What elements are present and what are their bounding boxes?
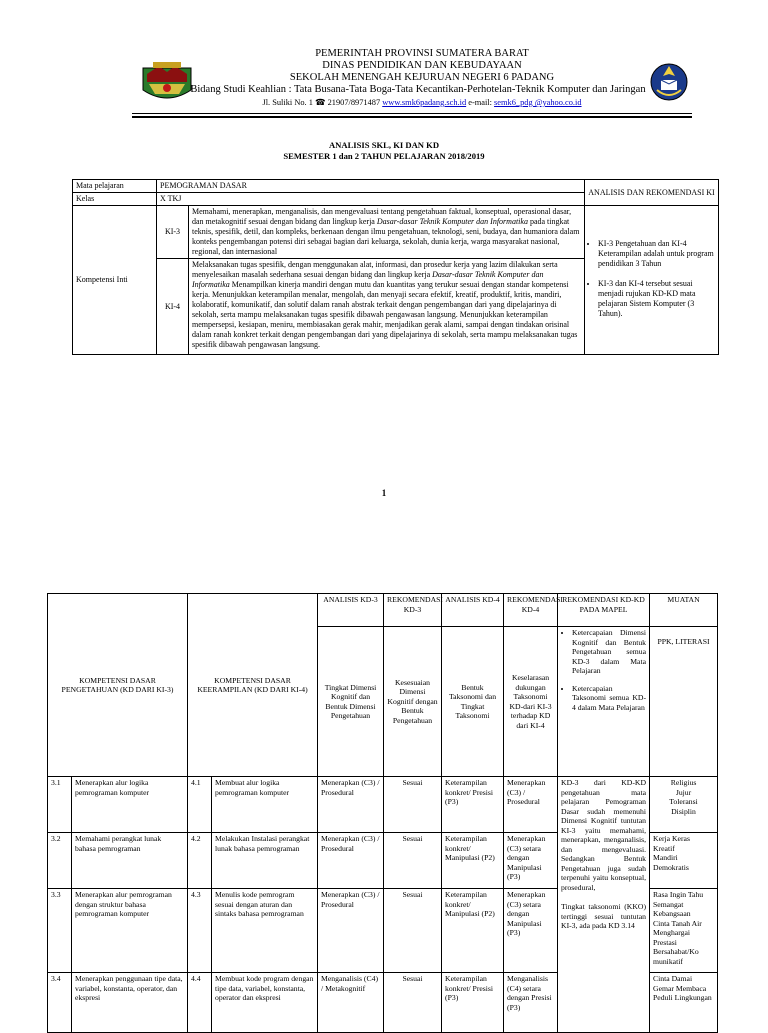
muatan-item: Toleransi <box>669 797 698 806</box>
rekom-kd3-value: Sesuai <box>384 973 442 1033</box>
analisis-kd3-value: Menerapkan (C3) / Prosedural <box>318 833 384 889</box>
muatan-item: Mandiri <box>653 853 678 862</box>
rekom-kd3-value: Sesuai <box>384 889 442 973</box>
muatan-item: Bersahabat/Ko munikatif <box>653 947 699 966</box>
kd3-number: 3.4 <box>48 973 72 1033</box>
header-analisis-kd4: ANALISIS KD-4 <box>442 594 504 627</box>
kd3-number: 3.1 <box>48 777 72 833</box>
letterhead-line1: PEMERINTAH PROVINSI SUMATERA BARAT <box>315 48 529 59</box>
document-title: ANALISIS SKL, KI DAN KD <box>328 140 440 150</box>
analisis-kd4-value: Keterampilan konkret/ Presisi (P3) <box>442 777 504 833</box>
mapel-value: PEMOGRAMAN DASAR <box>157 180 585 193</box>
list-item: • Ketercapaian Taksonomi semua KD-4 dalam Mata Pelajaran <box>572 684 646 713</box>
header-rekom-kd3: REKOMENDASI KD-3 <box>384 594 442 627</box>
kd4-text: Membuat kode program dengan tipe data, variabel, konstanta, operator dan ekspresi <box>212 973 318 1033</box>
kd-analysis-table <box>47 593 718 1033</box>
ki3-text-part: pada tingkat teknis, spesifik, detil, dan kompleks, berkenaan dengan ilmu pengetahuan, teknologi, seni, budaya, dan humaniora dalam konteks pengembangan potensi diri sebagai bagian dari keluarga, sekolah, dunia kerja, warga masyarakat nasional, regional, dan internasional <box>192 217 580 256</box>
muatan-cell <box>650 833 718 889</box>
sub-analisis-kd4: Bentuk Taksonomi dan Tingkat Taksonomi <box>442 627 504 777</box>
muatan-item: Religius <box>670 778 697 787</box>
header-kd-pengetahuan: KOMPETENSI DASAR PENGETAHUAN (KD DARI KI-3) <box>48 594 188 777</box>
letterhead-line4: Bidang Studi Keahlian : Tata Busana-Tata Boga-Tata Kecantikan-Perhotelan-Teknik Komputer dan Jaringan <box>190 84 646 95</box>
ki4-text-part: Melaksanakan tugas spesifik, dengan menggunakan alat, informasi, dan prosedur kerja yang lazim dilakukan serta menyelesaikan masalah sederhana sesuai dengan bidang dan lingkup kerja <box>192 260 558 279</box>
muatan-item: Jujur <box>675 787 692 797</box>
header-rekom-kd-mapel: REKOMENDASI KD-KD PADA MAPEL <box>558 594 650 627</box>
ki-analysis-table <box>72 179 719 355</box>
kd4-text: Menulis kode pemrogram sesuai dengan aturan dan sintaks bahasa pemrograman <box>212 889 318 973</box>
letterhead-line2: DINAS PENDIDIKAN DAN KEBUDAYAAN <box>322 60 522 71</box>
muatan-item: Menghargai Prestasi <box>653 928 691 947</box>
mapel-label: Mata pelajaran <box>73 180 157 193</box>
phone-icon: ☎ <box>315 98 326 107</box>
muatan-item: Cinta Tanah Air <box>653 918 702 928</box>
sub-rekom-kd3: Kesesuaian Dimensi Kognitif dengan Bentuk Pengetahuan <box>384 627 442 777</box>
header-kd-keterampilan: KOMPETENSI DASAR KEERAMPILAN (KD DARI KI-4) <box>188 594 318 777</box>
education-ministry-emblem-icon <box>649 60 689 104</box>
kd4-text: Melakukan Instalasi perangkat lunak bahasa pemrograman <box>212 833 318 889</box>
page-number: 1 <box>381 488 387 498</box>
sub-muatan: PPK, LITERASI <box>650 627 718 777</box>
ki-recommendation-cell <box>585 206 719 355</box>
kd3-number: 3.2 <box>48 833 72 889</box>
table-row <box>73 206 719 259</box>
analisis-kd3-value: Menerapkan (C3) / Prosedural <box>318 889 384 973</box>
muatan-item: Disiplin <box>671 806 696 816</box>
ki3-text <box>189 206 585 259</box>
muatan-cell <box>650 889 718 973</box>
kd4-number: 4.3 <box>188 889 212 973</box>
kd4-number: 4.2 <box>188 833 212 889</box>
muatan-item: Semangat Kebangsaan <box>653 899 691 918</box>
kd3-text: Memahami perangkat lunak bahasa pemrograman <box>72 833 188 889</box>
website-link[interactable]: www.smk6padang.sch.id <box>382 98 467 107</box>
address: Jl. Suliki No. 1 <box>262 98 313 107</box>
table-header-row <box>48 594 718 627</box>
kelas-label: Kelas <box>73 193 157 206</box>
rekom-mapel-list <box>561 628 646 712</box>
ki-recommendation-list <box>588 239 715 319</box>
kd3-text: Menerapkan alur pemrograman dengan struktur bahasa pemrograman komputer <box>72 889 188 973</box>
ki4-text <box>189 259 585 355</box>
muatan-item: Peduli Lingkungan <box>653 993 712 1002</box>
rekom-mapel-text: KD-3 dari KD-KD pengetahuan mata pelajaran Pemograman Dasar sudah memenuhi Dimensi Kognitif tuntutan KI-3 yaitu memahami, menerapkan, menganalisis, dan mengevaluasi. Sedangkan Bentuk Pengetahuan juga sudah terpenuhi yaitu konseptual, prosedural, <box>561 778 647 892</box>
rekom-mapel-cell <box>558 777 650 1033</box>
rekom-kd4-value: Menerapkan (C3) setara dengan Manipulasi (P3) <box>504 833 558 889</box>
ki3-label: KI-3 <box>157 206 189 259</box>
sub-rekom-kd4: Keselarasan dukungan Taksonomi KD-dari KI-3 terhadap KD dari KI-4 <box>504 627 558 777</box>
header-muatan: MUATAN <box>650 594 718 627</box>
list-item: • KI-3 dan KI-4 tersebut sesuai menjadi rujukan KD-KD mata pelajaran Sistem Komputer (3 Tahun). <box>598 279 715 319</box>
analisis-kd4-value: Keterampilan konkret/ Manipulasi (P2) <box>442 833 504 889</box>
document-subtitle: SEMESTER 1 dan 2 TAHUN PELAJARAN 2018/2019 <box>283 151 485 161</box>
table-row <box>48 777 718 833</box>
kd3-text: Menerapkan alur logika pemrograman komputer <box>72 777 188 833</box>
table-row <box>73 180 719 193</box>
list-item: • Ketercapaian Dimensi Kognitif dan Bentuk Pengetahuan semua KD-3 dalam Mata Pelajaran <box>572 628 646 676</box>
rekom-kd4-value: Menerapkan (C3) setara dengan Manipulasi (P3) <box>504 889 558 973</box>
kd4-number: 4.4 <box>188 973 212 1033</box>
kd3-number: 3.3 <box>48 889 72 973</box>
sub-rekom-mapel <box>558 627 650 777</box>
ki4-text-part: Menampilkan kinerja mandiri dengan mutu dan kuantitas yang terukur sesuai dengan standar kompetensi kerja. Menunjukkan keterampilan menalar, mengolah, dan menyaji secara efektif, kreatif, produktif, kritis, mandiri, kolaboratif, komunikatif, dan solutif dalam ranah abstrak terkait dengan pengembangan dari yang dipelajarinya di sekolah, serta mampu melaksanakan tugas spesifik dibawah pengawasan langsung. Menunjukkan keterampilan mempersepsi, kesiapan, meniru, membiasakan gerak mahir, menjadikan gerak alami, sampai dengan tindakan orisinal dalam ranah konkret terkait dengan pengembangan dari yang dipelajarinya di sekolah, serta mampu melaksanakan tugas spesifik dibawah pengawasan langsung. <box>192 280 578 349</box>
letterhead-contact <box>196 97 648 109</box>
muatan-cell <box>650 777 718 833</box>
header-analisis-kd3: ANALISIS KD-3 <box>318 594 384 627</box>
muatan-item: Gemar Membaca <box>653 983 707 993</box>
analisis-kd4-value: Keterampilan konkret/ Presisi (P3) <box>442 973 504 1033</box>
rekom-mapel-text-2: Tingkat taksonomi (KKO) tertinggi sesuai tuntutan KI-3, ada pada KD 3.14 <box>561 902 647 930</box>
header-rekom-kd4: REKOMENDASI KD-4 <box>504 594 558 627</box>
email-link[interactable]: semk6_pdg @yahoo.co.id <box>494 98 582 107</box>
rekom-kd3-value: Sesuai <box>384 833 442 889</box>
analisis-ki-header: ANALISIS DAN REKOMENDASI KI <box>585 180 719 206</box>
kd4-text: Membuat alur logika pemrograman komputer <box>212 777 318 833</box>
sub-analisis-kd3: Tingkat Dimensi Kognitif dan Bentuk Dimensi Pengetahuan <box>318 627 384 777</box>
rekom-kd4-value: Menerapkan (C3) / Prosedural <box>504 777 558 833</box>
ki4-label: KI-4 <box>157 259 189 355</box>
ki4-text-italic: Dasar-dasar Teknik Komputer dan Informatika <box>192 270 544 289</box>
muatan-item: Cinta Damai <box>653 974 693 983</box>
letterhead-divider-thick <box>132 116 692 118</box>
letterhead-divider <box>132 113 692 114</box>
kd4-number: 4.1 <box>188 777 212 833</box>
ki3-text-part: Memahami, menerapkan, menganalisis, dan mengevaluasi tentang pengetahuan faktual, konseptual, operasional dasar, dan metakognitif sesuai dengan bidang dan lingkup kerja <box>192 207 572 226</box>
muatan-item: Kreatif <box>653 843 675 853</box>
rekom-kd4-value: Menganalisis (C4) setara dengan Presisi (P3) <box>504 973 558 1033</box>
provincial-emblem-icon <box>139 60 195 104</box>
muatan-item: Demokratis <box>653 862 689 872</box>
analisis-kd3-value: Menganalisis (C4) / Metakognitif <box>318 973 384 1033</box>
rekom-kd3-value: Sesuai <box>384 777 442 833</box>
email-label: e-mail: <box>468 98 492 107</box>
letterhead-line3: SEKOLAH MENENGAH KEJURUAN NEGERI 6 PADANG <box>289 72 555 83</box>
analisis-kd4-value: Keterampilan konkret/ Manipulasi (P2) <box>442 889 504 973</box>
muatan-item: Kerja Keras <box>653 834 690 843</box>
muatan-item: Rasa Ingin Tahu <box>653 890 704 899</box>
ki3-text-italic: Dasar-dasar Teknik Komputer dan Informatika <box>376 217 528 226</box>
letterhead <box>0 48 768 110</box>
list-item: • KI-3 Pengetahuan dan KI-4 Keterampilan adalah untuk program pendidikan 3 Tahun <box>598 239 715 269</box>
kd3-text: Menerapkan penggunaan tipe data, variabel, konstanta, operator, dan ekspresi <box>72 973 188 1033</box>
kompetensi-inti-label: Kompetensi Inti <box>73 206 157 355</box>
kelas-value: X TKJ <box>157 193 585 206</box>
analisis-kd3-value: Menerapkan (C3) / Prosedural <box>318 777 384 833</box>
phone: 21907/8971487 <box>327 98 381 107</box>
